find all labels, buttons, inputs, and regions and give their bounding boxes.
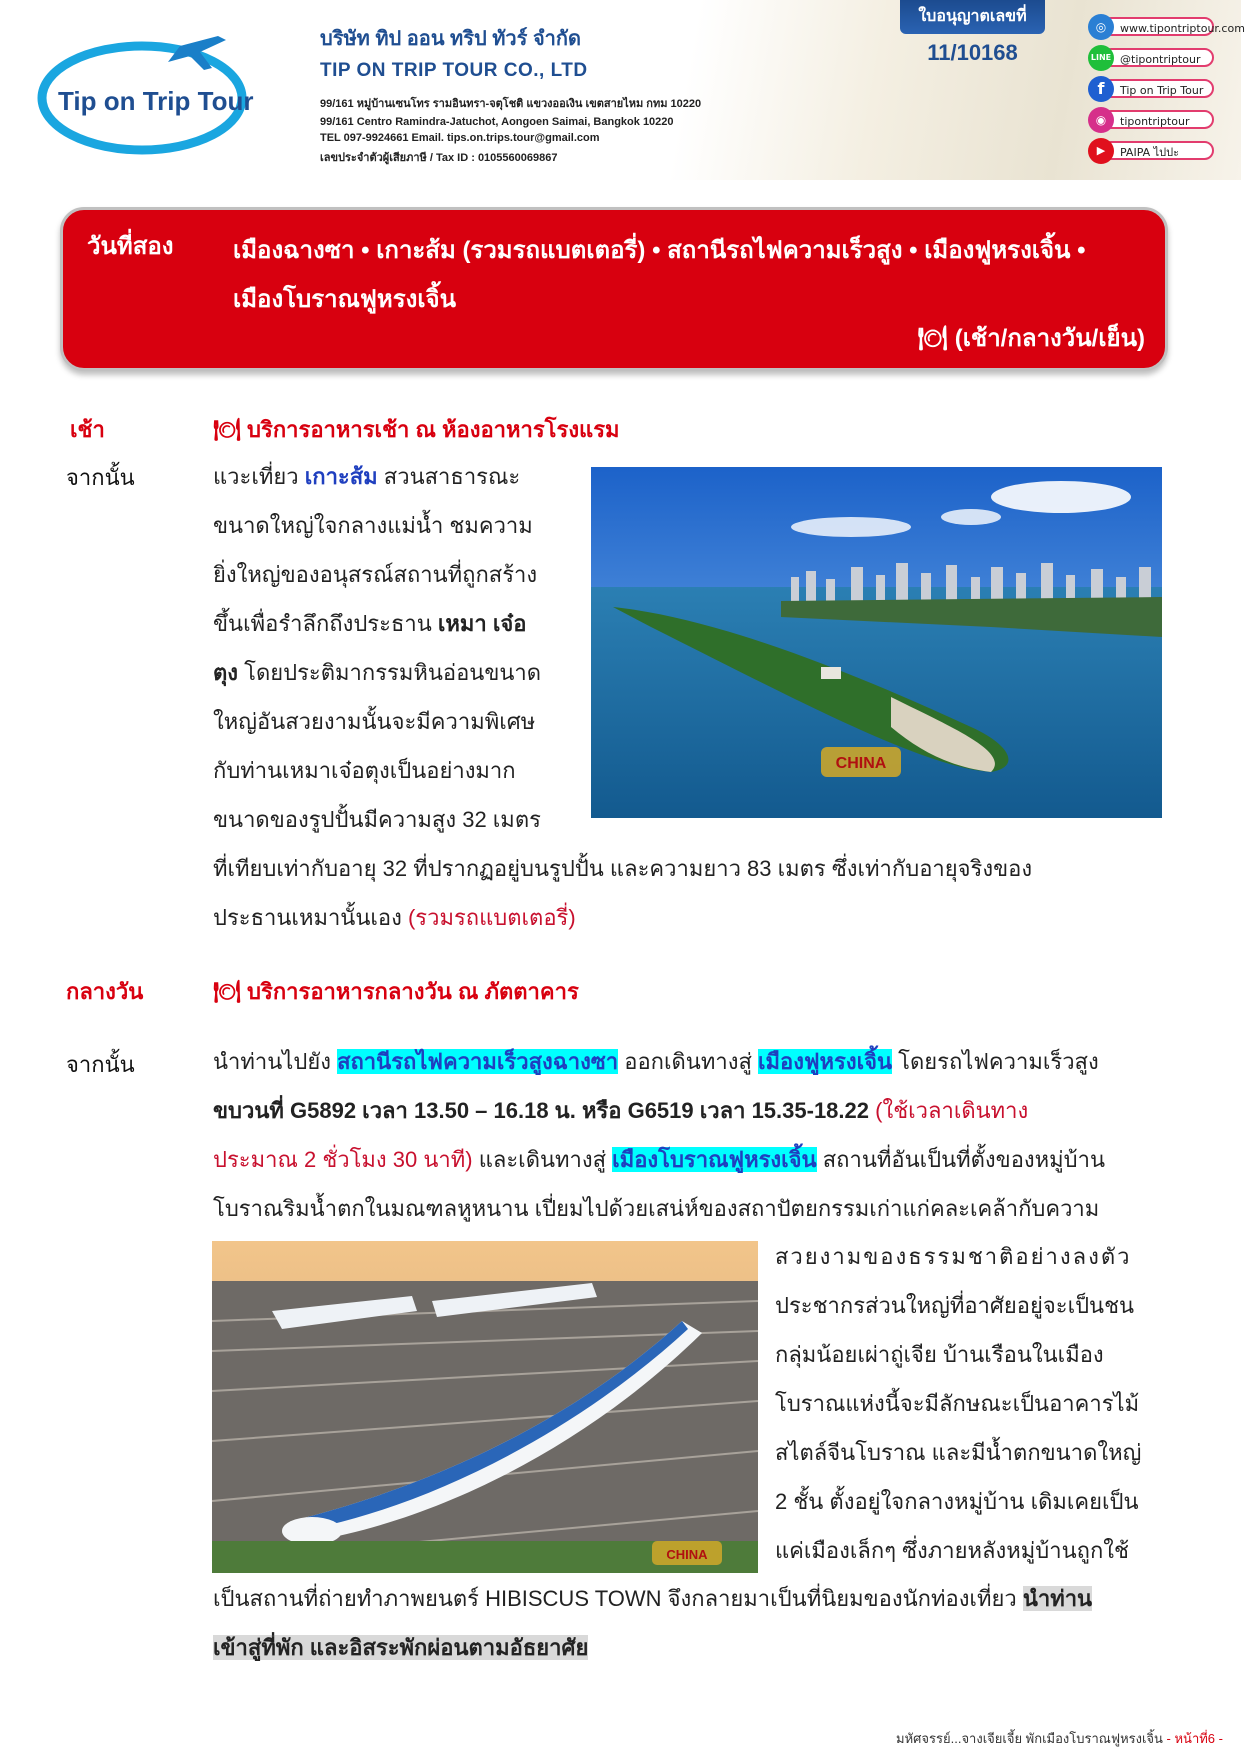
- noon-side-paragraph: [775, 1232, 1170, 1575]
- noon-side-line-7: แค่เมืองเล็กๆ ซึ่งภายหลังหมู่บ้านถูกใช้: [775, 1538, 1129, 1563]
- svg-text:CHINA: CHINA: [666, 1547, 708, 1562]
- morning-label: เช้า: [70, 417, 105, 442]
- logo-text: Tip on Trip Tour: [58, 86, 254, 116]
- morning-line-10: ประธานเหมานั้นเอง (รวมรถแบตเตอรี่): [213, 905, 576, 930]
- morning-line-7: กับท่านเหมาเจ๋อตุงเป็นอย่างมาก: [213, 758, 516, 783]
- noon-last-line-1: เป็นสถานที่ถ่ายทำภาพยนตร์ HIBISCUS TOWN จึงกลายมาเป็นที่นิยมของนักท่องเที่ยว นำท่าน: [213, 1586, 1093, 1611]
- instagram-icon: ◉: [1088, 107, 1114, 133]
- facebook-icon: f: [1088, 76, 1114, 102]
- morning-line-3: ยิ่งใหญ่ของอนุสรณ์สถานที่ถูกสร้าง: [213, 562, 538, 587]
- noon-then-label: จากนั้น: [66, 1052, 135, 1077]
- noon-side-line-2: ประชากรส่วนใหญ่ที่อาศัยอยู่จะเป็นชน: [775, 1293, 1135, 1318]
- footer-end: -: [1215, 1731, 1223, 1746]
- noon-paragraph: [213, 1037, 1173, 1233]
- morning-paragraph-wrap: [213, 452, 583, 844]
- footer-dash: -: [1162, 1731, 1175, 1746]
- contact-line[interactable]: [1088, 45, 1216, 71]
- morning-line-9: ที่เทียบเท่ากับอายุ 32 ที่ปรากฏอยู่บนรูปปั้น และความยาว 83 เมตร ซึ่งเท่ากับอายุจริงของ: [213, 856, 1033, 881]
- noon-paragraph-tail: [213, 1574, 1173, 1672]
- morning-line-6: ใหญ่อันสวยงามนั้นจะมีความพิเศษ: [213, 709, 536, 734]
- noon-side-line-3: กลุ่มน้อยเผ่าถู่เจีย บ้านเรือนในเมือง: [775, 1342, 1104, 1367]
- svg-text:CHINA: CHINA: [835, 755, 887, 772]
- morning-line-2: ขนาดใหญ่ใจกลางแม่น้ำ ชมความ: [213, 513, 533, 538]
- tax-id: เลขประจำตัวผู้เสียภาษี / Tax ID : 0105560069867: [320, 152, 558, 164]
- license-number: 11/10168: [927, 40, 1018, 65]
- company-logo: [30, 28, 260, 158]
- footer-title: มหัศจรรย์...จางเจียเจี้ย พักเมืองโบราณฟูหรงเจิ้น: [896, 1731, 1163, 1746]
- noon-line-2: ขบวนที่ G5892 เวลา 13.50 – 16.18 น. หรือ G6519 เวลา 15.35-18.22 (ใช้เวลาเดินทาง: [213, 1098, 1029, 1123]
- morning-line-8: ขนาดของรูปปั้นมีความสูง 32 เมตร: [213, 807, 541, 832]
- contact-facebook-text: Tip on Trip Tour: [1102, 79, 1214, 98]
- noon-side-line-4: โบราณแห่งนี้จะมีลักษณะเป็นอาคารไม้: [775, 1391, 1140, 1416]
- address-thai: 99/161 หมู่บ้านเซนโทร รามอินทรา-จตุโชติ แขวงออเงิน เขตสายไหม กทม 10220: [320, 98, 702, 110]
- noon-side-line-5: สไตล์จีนโบราณ และมีน้ำตกขนาดใหญ่: [775, 1440, 1142, 1465]
- day-banner: [60, 207, 1168, 371]
- day-title: วันที่สอง: [87, 233, 174, 260]
- morning-line-4: ขึ้นเพื่อรำลึกถึงประธาน เหมา เจ๋อ: [213, 611, 527, 636]
- company-info: [320, 22, 760, 166]
- noon-line-1: นำท่านไปยัง สถานีรถไฟความเร็วสูงฉางซา ออกเดินทางสู่ เมืองฟูหรงเจิ้น โดยรถไฟความเร็วสูง: [213, 1049, 1099, 1074]
- youtube-icon: ▶: [1088, 138, 1114, 164]
- contact-facebook[interactable]: [1088, 76, 1216, 102]
- line-icon: LINE: [1088, 45, 1114, 71]
- contact-instagram-text: tipontriptour: [1102, 110, 1214, 129]
- footer-page-number: หน้าที่6: [1174, 1731, 1216, 1746]
- breakfast-line: 🍽 บริการอาหารเช้า ณ ห้องอาหารโรงแรม: [213, 417, 620, 442]
- morning-line-5: ตุง โดยประติมากรรมหินอ่อนขนาด: [213, 660, 542, 685]
- tel-email: TEL 097-9924661 Email. tips.on.trips.tour@gmail.com: [320, 132, 600, 144]
- license-box: [900, 0, 1045, 66]
- contact-youtube-text: PAIPA ไปปะ: [1102, 141, 1214, 160]
- page-footer: [896, 1728, 1223, 1749]
- lunch-line: 🍽 บริการอาหารกลางวัน ณ ภัตตาคาร: [213, 979, 579, 1004]
- day-route: เมืองฉางซา • เกาะส้ม (รวมรถแบตเตอรี่) • สถานีรถไฟความเร็วสูง • เมืองฟูหรงเจิ้น • เมืองโบราณฟูหรงเจิ้น: [233, 237, 1086, 313]
- contact-website[interactable]: [1088, 14, 1245, 40]
- globe-icon: ◎: [1088, 14, 1114, 40]
- high-speed-train-photo: [212, 1241, 758, 1573]
- license-label: ใบอนุญาตเลขที่: [900, 0, 1045, 34]
- contact-youtube[interactable]: [1088, 138, 1216, 164]
- morning-line-1: แวะเที่ยว เกาะส้ม สวนสาธารณะ: [213, 464, 521, 489]
- noon-line-3: ประมาณ 2 ชั่วโมง 30 นาที) และเดินทางสู่ เมืองโบราณฟูหรงเจิ้น สถานที่อันเป็นที่ตั้งของหมู่บ้าน: [213, 1147, 1106, 1172]
- noon-side-line-6: 2 ชั้น ตั้งอยู่ใจกลางหมู่บ้าน เดิมเคยเป็น: [775, 1489, 1139, 1514]
- contact-line-text: @tipontriptour: [1102, 48, 1214, 67]
- contact-website-text: www.tipontriptour.com: [1102, 17, 1214, 36]
- contact-list: [1088, 14, 1245, 169]
- noon-side-line-1: สวยงามของธรรมชาติอย่างลงตัว: [775, 1244, 1132, 1269]
- noon-line-4: โบราณริมน้ำตกในมณฑลหูหนาน เปี่ยมไปด้วยเสน่ห์ของสถาปัตยกรรมเก่าแก่คละเคล้ากับความ: [213, 1196, 1100, 1221]
- noon-label: กลางวัน: [66, 979, 144, 1004]
- company-name-thai: บริษัท ทิป ออน ทริป ทัวร์ จำกัด: [320, 28, 581, 50]
- noon-last-line-2: เข้าสู่ที่พัก และอิสระพักผ่อนตามอัธยาศัย: [213, 1635, 589, 1660]
- contact-instagram[interactable]: [1088, 107, 1216, 133]
- day-meals: 🍽 (เช้า/กลางวัน/เย็น): [917, 325, 1145, 352]
- address-english: 99/161 Centro Ramindra-Jatuchot, Aongoen Saimai, Bangkok 10220: [320, 116, 674, 128]
- morning-paragraph-tail: [213, 844, 1173, 942]
- company-name-english: TIP ON TRIP TOUR CO., LTD: [320, 60, 588, 81]
- orange-island-photo: [591, 467, 1162, 818]
- morning-then-label: จากนั้น: [66, 465, 135, 490]
